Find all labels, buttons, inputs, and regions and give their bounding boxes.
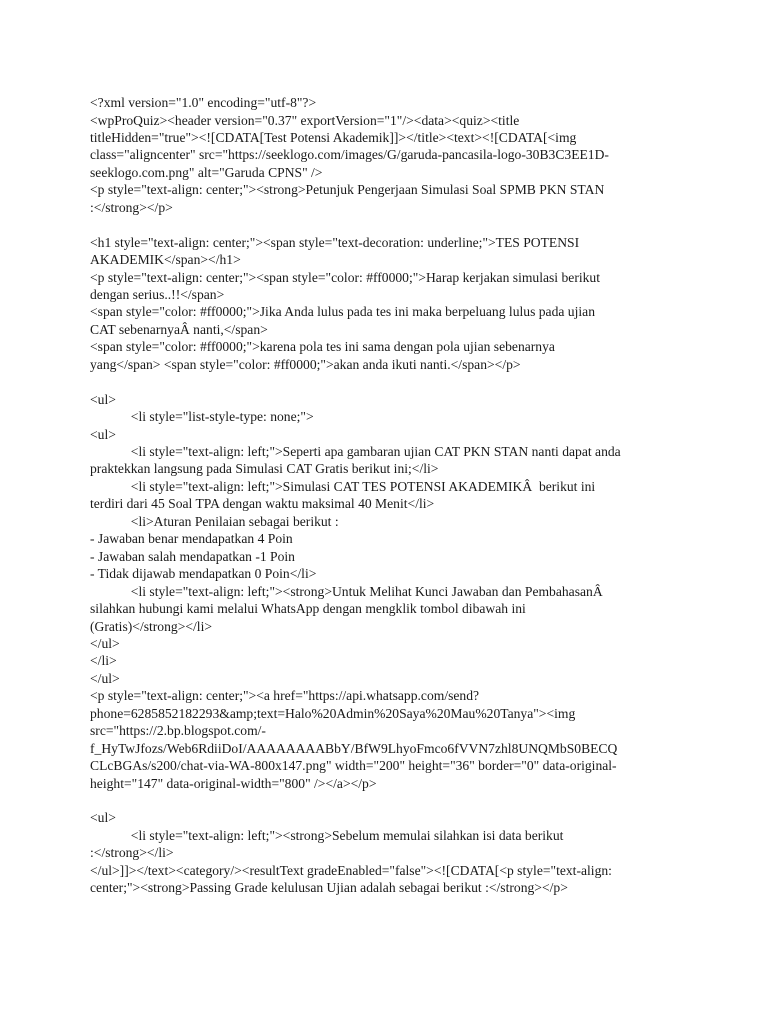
document-line: <li>Aturan Penilaian sebagai berikut : — [90, 513, 339, 529]
document-line: phone=6285852182293&amp;text=Halo%20Admin%20Saya%20Mau%20Tanya"><img — [90, 705, 576, 721]
document-line: height="147" data-original-width="800" /></a></p> — [90, 775, 377, 791]
document-line: - Tidak dijawab mendapatkan 0 Poin</li> — [90, 566, 317, 582]
document-line: - Jawaban salah mendapatkan -1 Poin — [90, 548, 295, 564]
document-line: <h1 style="text-align: center;"><span style="text-decoration: underline;">TES POTENSI — [90, 234, 580, 250]
document-line: </ul>]]></text><category/><resultText gradeEnabled="false"><![CDATA[<p style="text-align: — [90, 862, 612, 878]
document-line: <span style="color: #ff0000;">karena pola tes ini sama dengan pola ujian sebenarnya — [90, 339, 555, 355]
document-line: <ul> — [90, 426, 116, 442]
document-line: - Jawaban benar mendapatkan 4 Poin — [90, 531, 293, 547]
document-line: :</strong></li> — [90, 845, 174, 861]
document-line: <wpProQuiz><header version="0.37" exportVersion="1"/><data><quiz><title — [90, 112, 520, 128]
document-line: <li style="text-align: left;">Simulasi CAT TES POTENSI AKADEMIKÂ berikut ini — [90, 478, 596, 494]
document-line: yang</span> <span style="color: #ff0000;">akan anda ikuti nanti.</span></p> — [90, 356, 521, 372]
document-line: <li style="text-align: left;">Seperti apa gambaran ujian CAT PKN STAN nanti dapat anda — [90, 444, 621, 459]
document-line: <?xml version="1.0" encoding="utf-8"?> — [90, 95, 317, 110]
document-line: <li style="text-align: left;"><strong>Sebelum memulai silahkan isi data berikut — [90, 827, 564, 843]
document-line: <span style="color: #ff0000;">Jika Anda lulus pada tes ini maka berpeluang lulus pada ujian — [90, 304, 595, 320]
document-line: class="aligncenter" src="https://seeklogo.com/images/G/garuda-pancasila-logo-30B3C3EE1D- — [90, 147, 609, 163]
document-line: dengan serius..!!</span> — [90, 286, 225, 302]
document-line: src="https://2.bp.blogspot.com/- — [90, 723, 266, 739]
document-line: AKADEMIK</span></h1> — [90, 252, 241, 267]
document-line: <p style="text-align: center;"><span style="color: #ff0000;">Harap kerjakan simulasi berikut — [90, 269, 600, 285]
document-line: <ul> — [90, 810, 116, 826]
document-line: <li style="text-align: left;"><strong>Untuk Melihat Kunci Jawaban dan PembahasanÂ — [90, 583, 603, 599]
document-line: <ul> — [90, 391, 116, 407]
document-line: </ul> — [90, 635, 120, 651]
document-line: </li> — [90, 653, 117, 669]
document-line: terdiri dari 45 Soal TPA dengan waktu maksimal 40 Menit</li> — [90, 496, 435, 512]
document-line: <p style="text-align: center;"><strong>Petunjuk Pengerjaan Simulasi Soal SPMB PKN STAN — [90, 182, 605, 198]
document-line: <li style="list-style-type: none;"> — [90, 409, 314, 425]
document-line: f_HyTwJfozs/Web6RdiiDoI/AAAAAAAABbY/BfW9LhyoFmco6fVVN7zhl8UNQMbS0BECQ — [90, 740, 618, 756]
document-line: </ul> — [90, 670, 120, 686]
document-line: :</strong></p> — [90, 199, 173, 215]
document-line: seeklogo.com.png" alt="Garuda CPNS" /> — [90, 164, 323, 180]
document-line: center;"><strong>Passing Grade kelulusan Ujian adalah sebagai berikut :</strong></p> — [90, 880, 568, 896]
document-line: CLcBGAs/s200/chat-via-WA-800x147.png" width="200" height="36" border="0" data-original- — [90, 758, 617, 774]
document-line: silahkan hubungi kami melalui WhatsApp dengan mengklik tombol dibawah ini — [90, 601, 526, 616]
document-line: <p style="text-align: center;"><a href="https://api.whatsapp.com/send? — [90, 688, 480, 704]
document-line: praktekkan langsung pada Simulasi CAT Gratis berikut ini;</li> — [90, 461, 439, 477]
document-line: CAT sebenarnyaÂ nanti,</span> — [90, 321, 268, 337]
document-line: (Gratis)</strong></li> — [90, 618, 213, 634]
document-line: titleHidden="true"><![CDATA[Test Potensi Akademik]]></title><text><![CDATA[<img — [90, 129, 577, 145]
